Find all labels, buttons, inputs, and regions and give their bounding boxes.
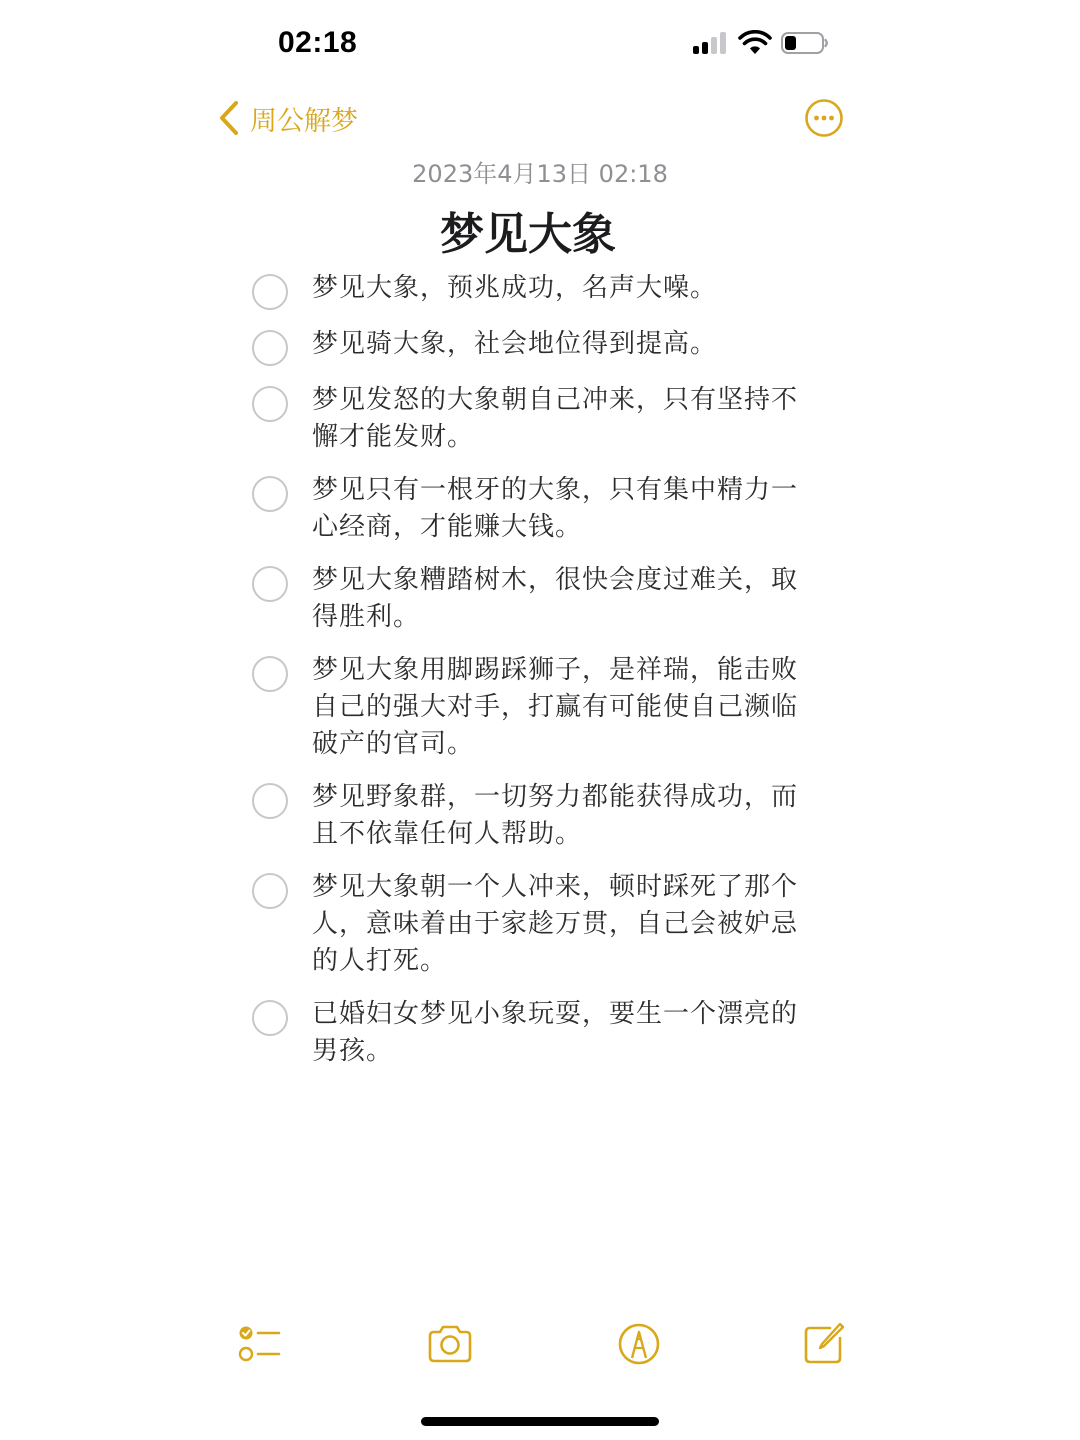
back-button[interactable]	[218, 98, 358, 138]
checklist-icon[interactable]	[236, 1320, 284, 1368]
status-time: 02:18	[278, 26, 358, 59]
note-title[interactable]: 梦见大象	[440, 209, 616, 260]
status-bar	[0, 0, 1080, 90]
checklist-item-text[interactable]: 梦见大象用脚踢踩狮子，是祥瑞，能击败自己的强大对手，打赢有可能使自己濒临破产的官司。	[312, 655, 799, 759]
compose-icon[interactable]	[800, 1320, 848, 1368]
chevron-left-icon	[218, 100, 240, 136]
bottom-toolbar	[0, 1320, 1080, 1376]
checklist-item-text[interactable]: 梦见只有一根牙的大象，只有集中精力一心经商，才能赚大钱。	[312, 475, 799, 542]
checklist-item-text[interactable]: 梦见大象，预兆成功，名声大噪。	[312, 273, 718, 303]
checklist-item-text[interactable]: 梦见骑大象，社会地位得到提高。	[312, 329, 718, 359]
note-date: 2023年4月13日 02:18	[412, 160, 668, 188]
checklist-item-text[interactable]: 已婚妇女梦见小象玩耍，要生一个漂亮的男孩。	[312, 999, 799, 1066]
checklist-item	[252, 869, 832, 980]
battery-icon	[781, 32, 829, 54]
checklist-item	[252, 652, 832, 763]
checklist-item	[252, 562, 832, 636]
checkbox-circle[interactable]	[252, 566, 288, 602]
checkbox-circle[interactable]	[252, 656, 288, 692]
checklist-item	[252, 779, 832, 853]
checkbox-circle[interactable]	[252, 476, 288, 512]
cellular-signal-icon	[693, 32, 729, 54]
checkbox-circle[interactable]	[252, 330, 288, 366]
checklist-item	[252, 326, 832, 366]
checkbox-circle[interactable]	[252, 274, 288, 310]
home-indicator[interactable]	[421, 1417, 659, 1426]
checkbox-circle[interactable]	[252, 873, 288, 909]
checklist-item	[252, 472, 832, 546]
checklist	[252, 270, 832, 1086]
ellipsis-circle-icon[interactable]	[804, 98, 844, 138]
markup-pen-icon[interactable]	[615, 1320, 663, 1368]
checkbox-circle[interactable]	[252, 386, 288, 422]
checklist-item	[252, 270, 832, 310]
wifi-icon	[738, 30, 772, 56]
checklist-item-text[interactable]: 梦见大象糟踏树木，很快会度过难关，取得胜利。	[312, 565, 799, 632]
camera-icon[interactable]	[426, 1320, 474, 1368]
checkbox-circle[interactable]	[252, 1000, 288, 1036]
checkbox-circle[interactable]	[252, 783, 288, 819]
checklist-item	[252, 382, 832, 456]
checklist-item-text[interactable]: 梦见大象朝一个人冲来，顿时踩死了那个人，意味着由于家趁万贯，自己会被妒忌的人打死。	[312, 872, 799, 976]
checklist-item-text[interactable]: 梦见野象群，一切努力都能获得成功，而且不依靠任何人帮助。	[312, 782, 799, 849]
back-button-label: 周公解梦	[250, 105, 358, 137]
checklist-item	[252, 996, 832, 1070]
checklist-item-text[interactable]: 梦见发怒的大象朝自己冲来，只有坚持不懈才能发财。	[312, 385, 799, 452]
